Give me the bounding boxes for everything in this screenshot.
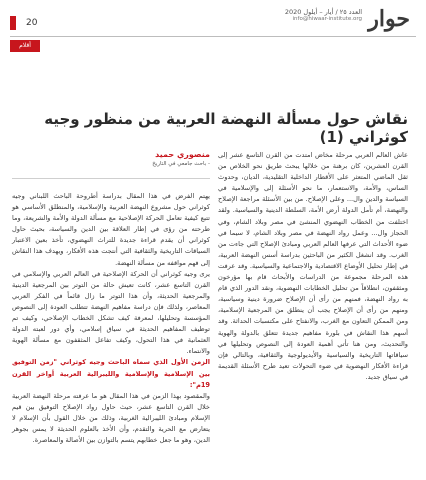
page-header [0,0,426,36]
page-accent-bar [10,16,16,30]
magazine-logo: حوار [368,6,410,32]
article-column-left [12,191,210,446]
article-column-right [218,150,408,383]
author-divider [12,178,210,179]
section-heading: الزمن الأول الذي سماه الباحث وجيه كوثراني "زمن التوفيق بين الإسلامية والإسلامية والليبرالية العربية أواخر القرن 19م": [12,358,210,389]
article-paragraph: يهتم الفرض في هذا المقال بدراسة أطروحة الباحث اللبناني وجيه كوثراني حول مشروع النهضة العربية والإسلامية، والمنطلق الأساسي هو تتبع كيفية تعامل الحركة الإصلاحية مع مسألة الدولة والأمة والشريعة، وما طرحته من رؤى في إطار العلاقة بين الدين والسياسة، بحيث حاول كوثراني أن يقدم قراءة جديدة للتراث النهضوي، تأخذ بعين الاعتبار السياقات التاريخية والثقافية التي أنتجت هذه الأفكار، ويهدف هذا النقاش إلى فهم مواقفه من مسألة النهضة. [12,192,210,267]
article-paragraph: يرى وجيه كوثراني أن الحركة الإصلاحية في العالم العربي والإسلامي في القرن التاسع عشر، كانت تعيش حالة من التوتر بين المرجعية الدينية والمرجعية الحديثة، وأن هذا التوتر ما زال قائماً في الفكر العربي المعاصر، ولذلك فإن دراسة مفاهيم النهضة تتطلب العودة إلى النصوص المؤسسة وتحليلها، لمعرفة كيف تشكل الخطاب الإصلاحي، وكيف تم توظيف المفاهيم الحديثة في سياق إسلامي، وأي دور لعبته الدولة العثمانية في هذا التحول، وكيف تفاعل المثقفون مع مسألة الهوية والانتماء. [12,269,210,356]
article-title: نقاش حول مسألة النهضة العربية من منظور وجيه كوثراني (1) [44,110,408,146]
header-divider [10,36,416,37]
article-paragraph: عاش العالم العربي مرحلة مخاض امتدت من القرن التاسع عشر إلى القرن العشرين، كان برهنة من خلالها يبحث طريق نحو الخلاص من ثقل الماضي المتعثر على الأقطار الداخلية التقليدية، الديان، وحدوث الساس، والأمة، والاستعمار، ما نحو الأسئلة إلى والإسلامية في السياسة والدين وال... وعلى الإصلاح. من بين الأسئلة مراجعة الإصلاح والنهضة، أم تأمل الدولة أرض الأمة، السلطة الدينية والسياسية. ولقد اختلفت من الخطاب النهضوي المنشئ في مصر وبلاد الشام، وفي الحجاز وال... وعمل رواد النهضة في مصر وبلاد الشام، لا سيما في ضوء الأحداث التي عرفها العالم العربي ومبادئ الإصلاح التي جاءت من الغرب. وقد انشغل الكثير من الباحثين بدراسة أسس النهضة العربية، في إطار تحليل الأوضاع الاقتصادية والاجتماعية والسياسية. وقد عرفت هذه المرحلة مجموعة من الدراسات والأبحاث قام بها مؤرخون ومثقفون، انطلاقاً من تحليل الخطابات النهضوية، ونقد الدور الذي قام به رواد النهضة، فمنهم من رأى أن الإصلاح ضرورة دينية وسياسية، ومنهم من رأى أن الإصلاح يجب أن ينطلق من المرجعية الإسلامية، ومن الممكن التعاون مع الغرب، والانفتاح على مكتسبات الحداثة. وقد أسهم هذا النقاش في بلورة مفاهيم جديدة تتعلق بالدولة والهوية والتحديث، ومن هنا تأتي أهمية العودة إلى النصوص وتحليلها في سياقاتها التاريخية والسياسية والأيديولوجية والثقافية، وبالتالي فإن قراءة الأفكار النهضوية في ضوء التحولات تعيد طرح الأسئلة القديمة في سياق جديد. [218,151,408,381]
issue-line: العدد ٢٥ / أيار – أيلول 2020 [284,8,362,16]
contact-email[interactable]: info@hiwaar-institute.org [292,16,362,22]
issue-info [285,8,362,22]
page-number: 20 [26,18,38,28]
section-label: أقلام [10,40,40,52]
article-paragraph: والمقصود بهذا الزمن في هذا المقال هو ما عرفته مرحلة النهضة العربية خلال القرن التاسع عشر، حيث حاول رواد الإصلاح التوفيق بين قيم الإسلام ومبادئ الليبرالية الغربية، وذلك من خلال القول بأن الإسلام لا يتعارض مع الحرية والتقدم، وأن الأخذ بالعلوم الحديثة لا يمس بجوهر الدين، وهو ما جعل خطابهم يتسم بالتوازن بين الأصالة والمعاصرة. [12,391,210,445]
author-block [12,150,210,167]
author-name: منصوري حميد [155,150,210,159]
author-role: - باحث جامعي في التاريخ [152,161,210,167]
